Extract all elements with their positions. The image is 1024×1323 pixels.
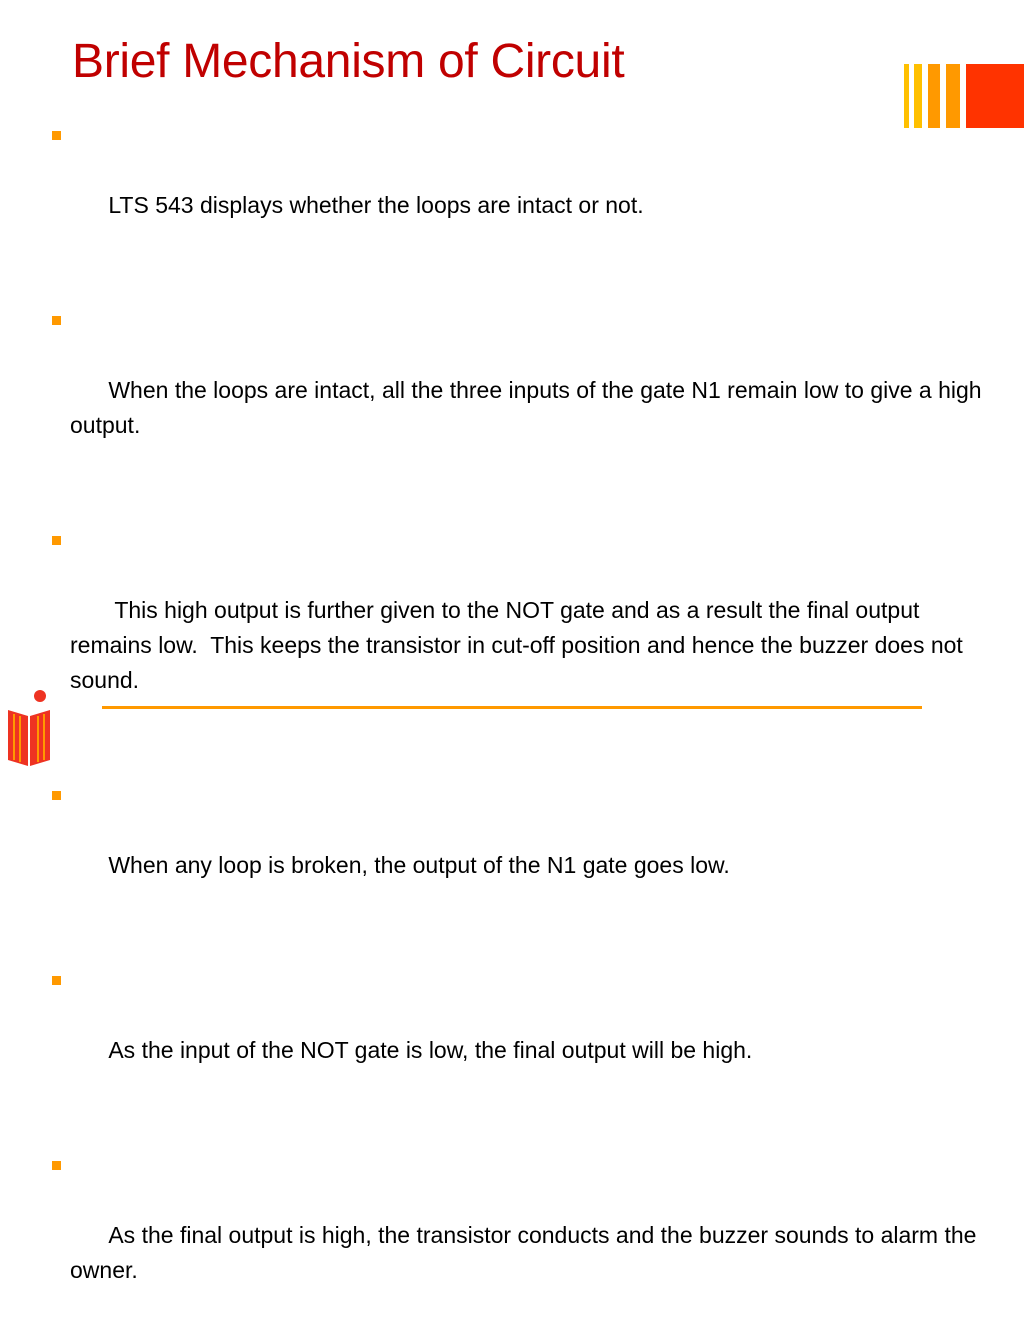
square-bullet-icon [52, 536, 61, 545]
footer-divider [102, 706, 922, 709]
bullet-text: As the final output is high, the transistor conducts and the buzzer sounds to alarm the owner. [70, 1222, 983, 1283]
logo-book-left [8, 710, 28, 766]
bullet-item [52, 963, 992, 1103]
bullet-text: When the loops are intact, all the three inputs of the gate N1 remain low to give a high output. [70, 377, 988, 438]
square-bullet-icon [52, 976, 61, 985]
bullet-text: This high output is further given to the NOT gate and as a result the final output remains low. This keeps the transistor in cut-off position and hence the buzzer does not sound. [70, 597, 970, 693]
square-bullet-icon [52, 1161, 61, 1170]
square-bullet-icon [52, 131, 61, 140]
logo-book-right [30, 710, 50, 766]
bullet-list [52, 118, 992, 1323]
square-bullet-icon [52, 316, 61, 325]
logo-head [34, 690, 46, 702]
bullet-item [52, 523, 992, 733]
bullet-item [52, 778, 992, 918]
bullet-text: When any loop is broken, the output of the N1 gate goes low. [108, 852, 730, 878]
bullet-text: LTS 543 displays whether the loops are intact or not. [108, 192, 644, 218]
bullet-item [52, 118, 992, 258]
slide-title: Brief Mechanism of Circuit [72, 35, 625, 88]
bullet-item [52, 1148, 992, 1323]
open-book-person-logo-icon [8, 690, 50, 768]
bullet-text: As the input of the NOT gate is low, the final output will be high. [108, 1037, 753, 1063]
square-bullet-icon [52, 791, 61, 800]
bullet-item [52, 303, 992, 478]
